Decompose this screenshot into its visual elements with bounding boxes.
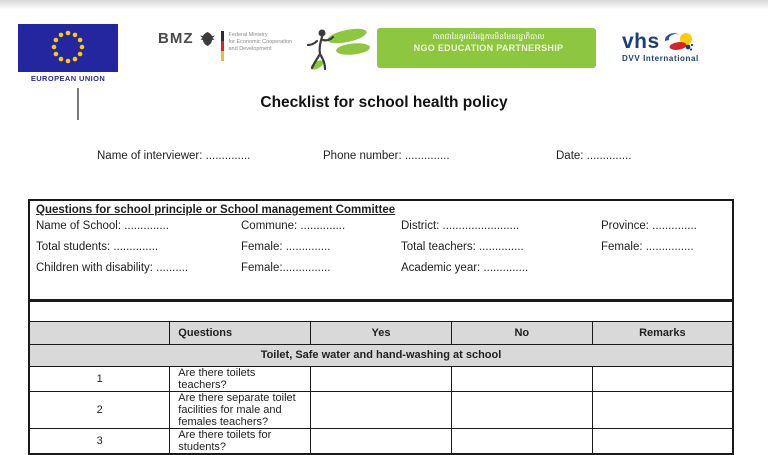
vhs-wordmark: vhs	[622, 30, 660, 53]
field-commune: Commune: ..............	[241, 220, 346, 232]
header-questions: Questions	[170, 321, 311, 344]
table-row	[29, 391, 733, 428]
row-no-cell	[451, 428, 592, 454]
table-row	[29, 366, 733, 391]
row-remarks-cell	[592, 391, 733, 428]
field-total-students: Total students: ..............	[36, 241, 159, 253]
field-province: Province: ..............	[601, 220, 697, 232]
interviewer-phone-field: Phone number: ..............	[323, 150, 450, 162]
vhs-subtitle: DVV International	[622, 54, 699, 63]
nep-figure-icon	[305, 23, 375, 75]
field-disability-female: Female:...............	[241, 262, 331, 274]
eu-flag-icon	[18, 24, 118, 72]
table-row	[29, 428, 733, 454]
row-remarks-cell	[592, 366, 733, 391]
row-number: 3	[29, 428, 170, 454]
bmz-ministry-line: for Economic Cooperation	[228, 38, 293, 45]
header-yes: Yes	[311, 321, 452, 344]
header-num	[29, 321, 170, 344]
row-no-cell	[451, 391, 592, 428]
row-yes-cell	[311, 391, 452, 428]
row-question: Are there toilets teachers?	[170, 366, 311, 391]
field-children-disability: Children with disability: ..........	[36, 262, 189, 274]
nep-logo	[305, 23, 596, 75]
interviewer-date-field: Date: ..............	[556, 150, 632, 162]
bmz-logo	[158, 30, 292, 61]
eu-caption: EUROPEAN UNION	[30, 74, 106, 83]
page-title: Checklist for school health policy	[260, 94, 508, 111]
row-remarks-cell	[592, 428, 733, 454]
section-title: Toilet, Safe water and hand-washing at school	[29, 344, 733, 366]
row-yes-cell	[311, 366, 452, 391]
field-district: District: ........................	[401, 220, 520, 232]
row-number: 1	[29, 366, 170, 391]
field-academic-year: Academic year: ..............	[401, 262, 529, 274]
row-yes-cell	[311, 428, 452, 454]
field-school-name: Name of School: ..............	[36, 220, 169, 232]
field-students-female: Female: ..............	[241, 241, 331, 253]
row-number: 2	[29, 391, 170, 428]
bmz-ministry-line: Federal Ministry	[228, 32, 268, 38]
eu-logo	[18, 24, 118, 83]
bmz-flag-stripe	[221, 31, 224, 61]
bmz-ministry-text	[229, 32, 293, 53]
nep-khmer-text: ភាពជាដៃគូអប់រំអង្គការមិនមែនរដ្ឋាភិបាល	[432, 32, 545, 41]
field-empty	[601, 262, 726, 274]
info-box-heading: Questions for school principle or School management Committee	[36, 204, 396, 216]
info-grid	[36, 220, 726, 274]
row-question: Are there separate toilet facilities for male and females teachers?	[170, 391, 311, 428]
header-remarks: Remarks	[592, 321, 733, 344]
table-header-row	[29, 321, 733, 344]
header-no: No	[451, 321, 592, 344]
vhs-dvv-logo	[622, 31, 699, 63]
field-total-teachers: Total teachers: ..............	[401, 241, 524, 253]
interviewer-name-field: Name of interviewer: ..............	[97, 150, 251, 162]
school-info-box	[28, 199, 734, 301]
bmz-acronym: BMZ	[158, 30, 194, 47]
nep-green-banner	[377, 28, 596, 68]
bmz-eagle-icon	[199, 31, 216, 47]
row-question: Are there toilets for students?	[170, 428, 311, 454]
bmz-ministry-line: and Development	[228, 45, 272, 52]
nep-english-text: NGO EDUCATION PARTNERSHIP	[413, 42, 564, 53]
field-teachers-female: Female: ...............	[601, 241, 694, 253]
checklist-table	[28, 300, 734, 455]
top-shadow-strip	[0, 0, 768, 10]
section-row	[29, 344, 733, 366]
row-no-cell	[451, 366, 592, 391]
vhs-logo-mark-icon	[663, 31, 695, 53]
blank-spacer-row	[29, 301, 733, 321]
